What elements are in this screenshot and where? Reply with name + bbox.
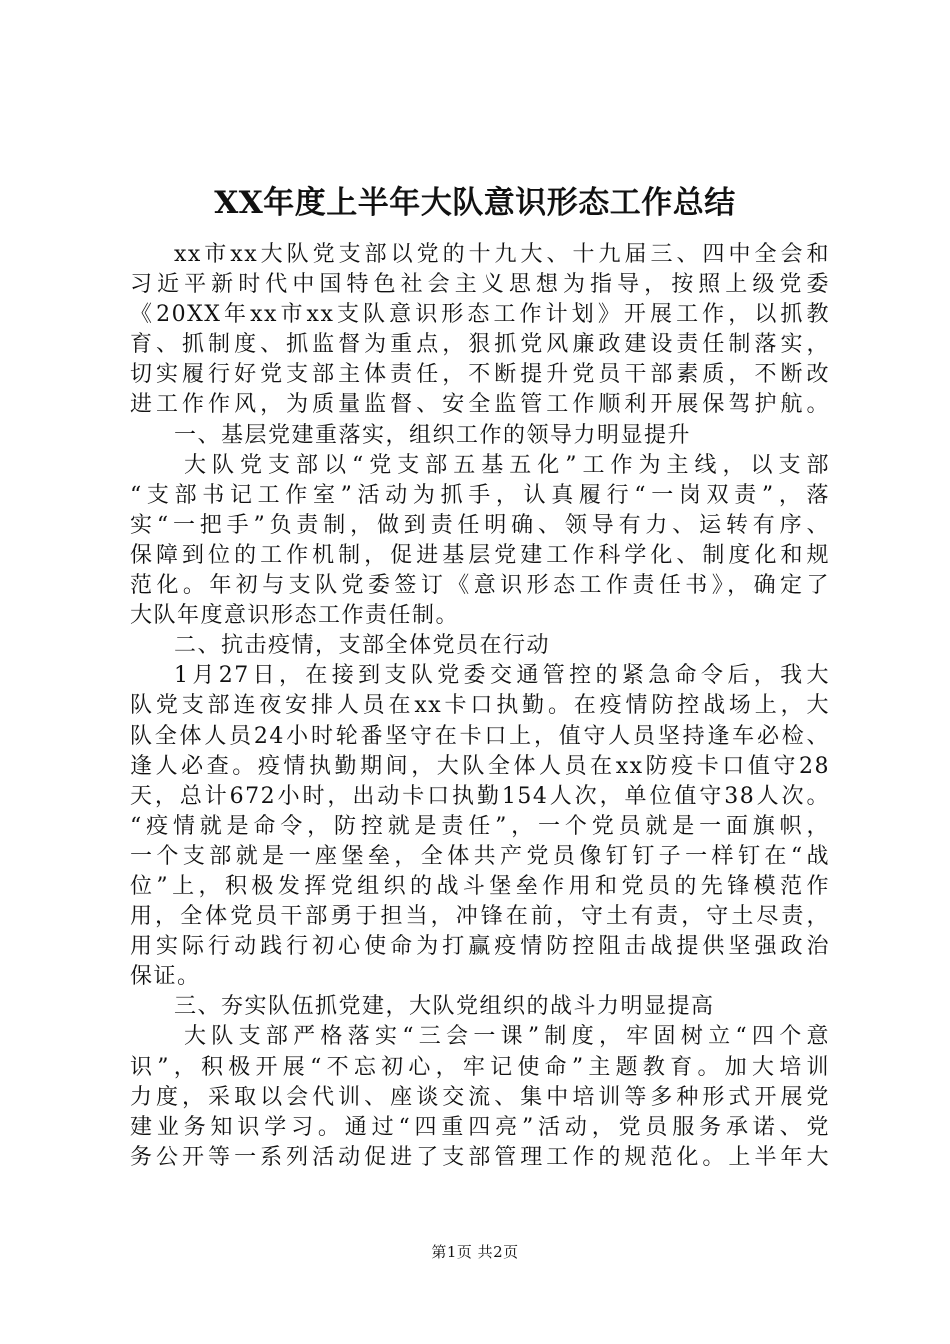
body-line: 习近平新时代中国特色社会主义思想为指导，按照上级党委 xyxy=(130,272,830,298)
body-line: 建业务知识学习。通过“四重四亮”活动，党员服务承诺、党 xyxy=(130,1114,830,1140)
body-line: 保障到位的工作机制，促进基层党建工作科学化、制度化和规 xyxy=(130,542,830,568)
body-line: “疫情就是命令，防控就是责任”，一个党员就是一面旗帜， xyxy=(130,813,830,839)
body-line: 队党支部连夜安排人员在xx卡口执勤。在疫情防控战场上，大 xyxy=(130,693,830,719)
document-body xyxy=(130,240,830,1173)
body-line: 队全体人员24小时轮番坚守在卡口上，值守人员坚持逢车必检、 xyxy=(130,723,830,749)
body-line: 大队年度意识形态工作责任制。 xyxy=(130,603,460,629)
body-line: 三、夯实队伍抓党建，大队党组织的战斗力明显提高 xyxy=(174,994,715,1020)
body-line: “支部书记工作室”活动为抓手，认真履行“一岗双责”，落 xyxy=(130,482,830,508)
body-line: 位”上，积极发挥党组织的战斗堡垒作用和党员的先锋模范作 xyxy=(130,873,830,899)
body-line: xx市xx大队党支部以党的十九大、十九届三、四中全会和 xyxy=(174,242,830,267)
page-footer: 第1页 共2页 xyxy=(431,1243,519,1261)
body-line: 识”，积极开展“不忘初心，牢记使命”主题教育。加大培训 xyxy=(130,1054,830,1080)
body-line: 力度，采取以会代训、座谈交流、集中培训等多种形式开展党 xyxy=(130,1084,830,1110)
body-line: 切实履行好党支部主体责任，不断提升党员干部素质，不断改 xyxy=(130,362,830,388)
body-line: 天，总计672小时，出动卡口执勤154人次，单位值守38人次。 xyxy=(130,783,830,809)
body-line: 用实际行动践行初心使命为打赢疫情防控阻击战提供坚强政治 xyxy=(130,934,830,960)
body-line: 二、抗击疫情，支部全体党员在行动 xyxy=(174,633,551,659)
body-line: 保证。 xyxy=(130,964,201,990)
body-line: 实“一把手”负责制，做到责任明确、领导有力、运转有序、 xyxy=(130,512,830,538)
body-line: 用，全体党员干部勇于担当，冲锋在前，守土有责，守土尽责， xyxy=(130,904,830,930)
body-line: 大队支部严格落实“三会一课”制度，牢固树立“四个意 xyxy=(184,1024,830,1050)
body-line: 1月27日，在接到支队党委交通管控的紧急命令后，我大 xyxy=(174,663,830,689)
body-line: 育、抓制度、抓监督为重点，狠抓党风廉政建设责任制落实， xyxy=(130,332,830,358)
document-title: XX年度上半年大队意识形态工作总结 xyxy=(214,185,736,221)
body-line: 范化。年初与支队党委签订《意识形态工作责任书》，确定了 xyxy=(130,573,830,599)
body-line: 进工作作风，为质量监督、安全监管工作顺利开展保驾护航。 xyxy=(130,392,830,418)
body-line: 《20XX年xx市xx支队意识形态工作计划》开展工作，以抓教 xyxy=(130,302,830,328)
body-line: 逢人必查。疫情执勤期间，大队全体人员在xx防疫卡口值守28 xyxy=(130,753,830,779)
body-line: 一个支部就是一座堡垒，全体共产党员像钉钉子一样钉在“战 xyxy=(130,843,830,869)
body-line: 务公开等一系列活动促进了支部管理工作的规范化。上半年大 xyxy=(130,1144,830,1170)
body-line: 大队党支部以“党支部五基五化”工作为主线，以支部 xyxy=(184,452,830,478)
body-line: 一、基层党建重落实，组织工作的领导力明显提升 xyxy=(174,422,692,448)
